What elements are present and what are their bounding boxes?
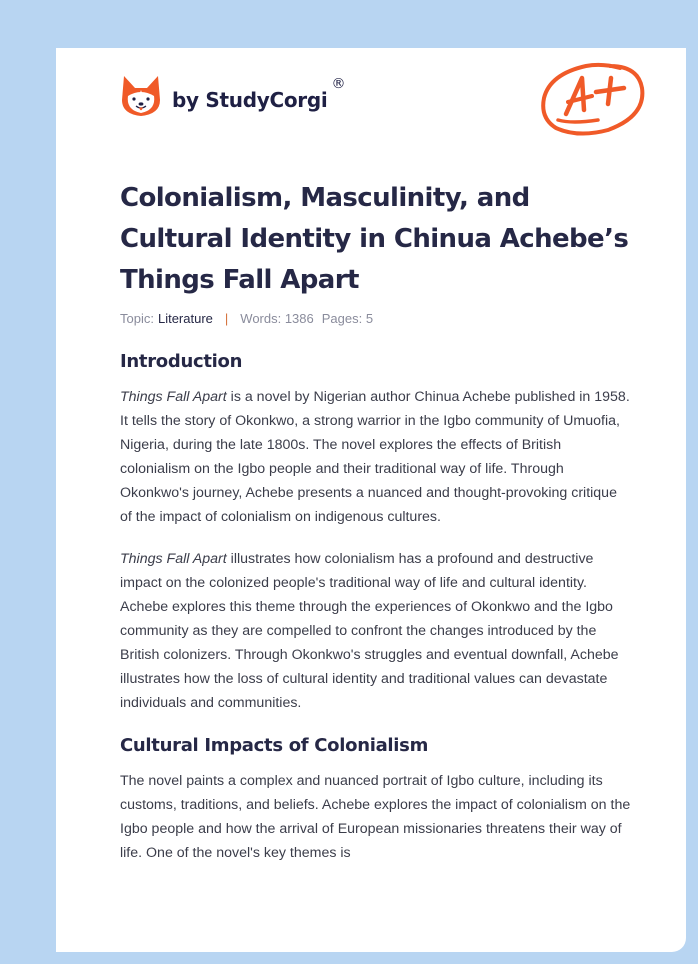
topic-link[interactable]: Literature — [157, 311, 213, 326]
word-count: Words: 1386 — [240, 311, 314, 326]
corgi-face-icon — [120, 74, 162, 118]
paragraph-text: is a novel by Nigerian author Chinua Achebe published in 1958. It tells the story of Okonkwo, a strong warrior in the Igbo community of Umuofia, Nigeria, during the late 1800s. The novel explores the effects of British colonialism on the Igbo people and their traditional way of life. Through Okonkwo's journey, Achebe presents a nuanced and thought-provoking critique of the impact of colonialism on indigenous cultures. — [120, 389, 630, 525]
page-title: Colonialism, Masculinity, and Cultural Identity in Chinua Achebe’s Things Fall Apart — [120, 183, 629, 295]
a-plus-grade-icon — [538, 58, 648, 140]
topic-label: Topic: — [120, 311, 154, 326]
book-title-italic: Things Fall Apart — [120, 551, 227, 567]
meta-separator: | — [224, 311, 229, 326]
logo-text: by StudyCorgi — [172, 88, 328, 112]
paragraph-text: illustrates how colonialism has a profound and destructive impact on the colonized people's traditional way of life and cultural identity. Achebe explores this theme through the experiences of Okonkwo and the Igbo community as they are compelled to confront the changes introduced by the British colonizers. Through Okonkwo's struggles and eventual downfall, Achebe illustrates how the loss of cultural identity and traditional values can devastate individuals and communities. — [120, 551, 619, 711]
header — [56, 48, 686, 158]
essay-card — [56, 48, 686, 952]
page-count: Pages: 5 — [321, 311, 374, 326]
paragraph — [120, 769, 632, 865]
book-title-italic: Things Fall Apart — [120, 389, 227, 405]
paragraph — [120, 385, 632, 529]
section-heading-introduction: Introduction — [120, 351, 243, 372]
paragraph-text: The novel paints a complex and nuanced portrait of Igbo culture, including its customs, traditions, and beliefs. Achebe explores the impact of colonialism on the Igbo people and how the arrival of European missionaries threatens their way of life. One of the novel's key themes is — [120, 773, 631, 861]
paragraph — [120, 547, 632, 715]
section-heading-cultural-impacts: Cultural Impacts of Colonialism — [120, 735, 429, 756]
studycorgi-logo[interactable] — [120, 74, 345, 118]
article — [120, 178, 632, 865]
article-meta — [120, 311, 632, 326]
registered-mark: ® — [331, 76, 346, 92]
